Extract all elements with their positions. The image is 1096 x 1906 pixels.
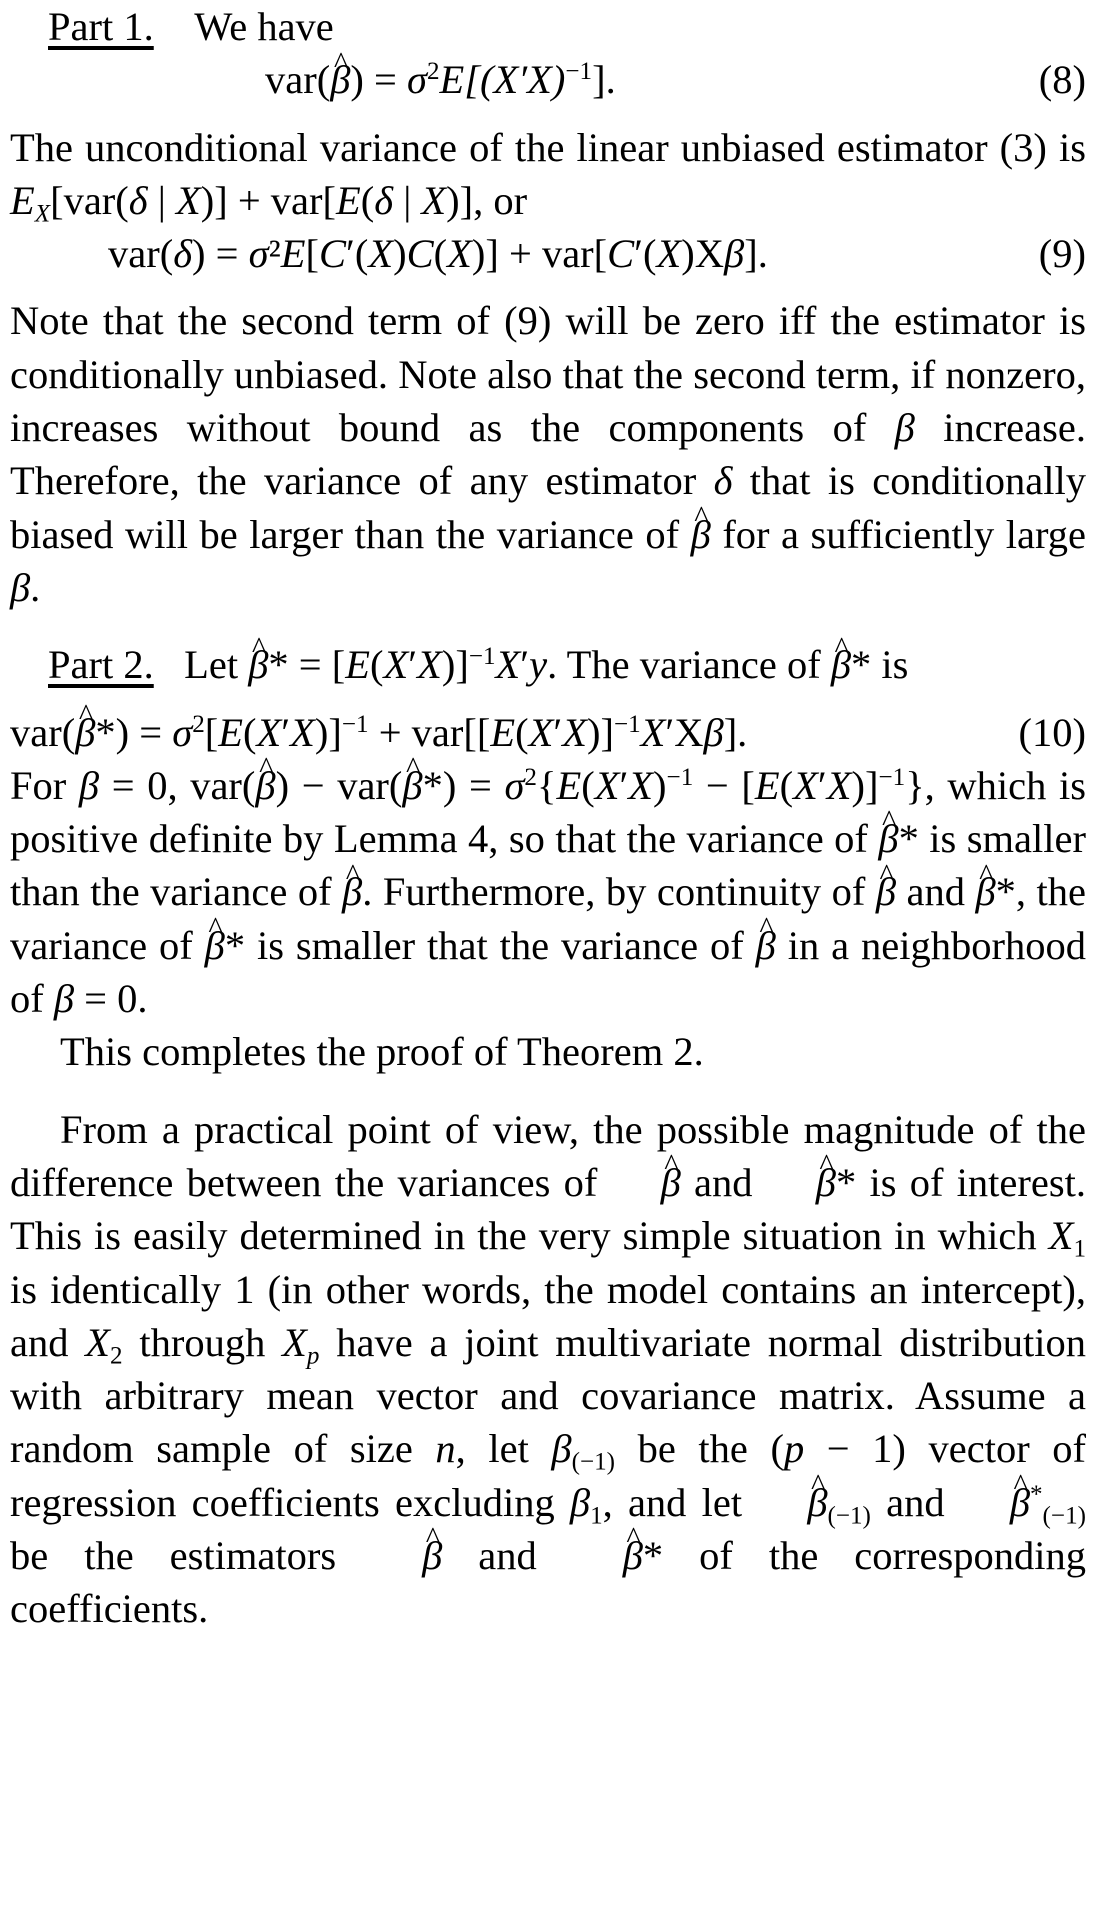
equation-9-body: var(δ) = σ²E[C′(X)C(X)] + var[C′(X)Xβ].: [108, 231, 768, 277]
paragraph-beta-zero: For β = 0, var(^ β) − var(^ $\beta*) = \sigma^2\{E(X'X)^{-1} - [E(X'X)]^{-1}\}$, which is positive definite by Lemma 4, so that the variance of ^ β* is smaller than the variance of ^ β. Furthermore, by continuity of ^ β and ^ β*, the variance of ^ β* is smaller that the variance of ^ β in a neighborhood of β = 0.: [10, 759, 1086, 1025]
part1-intro: [10, 0, 1086, 53]
equation-8-number: (8): [1038, 57, 1086, 103]
paper-page: [10, 0, 1086, 1636]
paragraph-second-term: Note that the second term of (9) will be zero iff the estimator is conditionally unbiased. Note also that the second term, if nonzero, increases without bound as the components of β increase. Therefore, the variance of any estimator δ that is conditionally biased will be larger than the variance of ^ β for a sufficiently large β.: [10, 294, 1086, 614]
equation-10-number: (10): [1018, 709, 1086, 755]
part2-heading: Part 2.: [48, 642, 154, 688]
equation-10: [10, 706, 1086, 759]
part1-intro-text: We have: [194, 4, 334, 49]
equation-8: [10, 53, 1086, 106]
part2-intro: Part 2. Let ^ $\beta* = [E(X'X)]^{-1}X'y$. The variance of ^ β* is: [10, 638, 1086, 691]
part1-heading: Part 1.: [48, 4, 154, 49]
equation-10-body: var(^ $\beta*) = \sigma^2[E(X'X)]^{-1} + var[[E(X'X)]^{-1}X'X\beta]$.: [10, 706, 747, 759]
equation-9: [10, 227, 1086, 280]
equation-8-body: var(^ $\beta) = \sigma^2E[(X'X)^{-1}]$.: [265, 53, 616, 106]
paragraph-closing: This completes the proof of Theorem 2.: [60, 1029, 704, 1075]
equation-9-number: (9): [1038, 231, 1086, 277]
paragraph-practical: From a practical point of view, the possible magnitude of the difference between the variances of ^ β and ^ β* is of interest. This is easily determined in the very simple situation in which $X_1$ is identically 1 (in other words, the model contains an intercept), and $X_2$ through $X_p$ have a joint multivariate normal distribution with arbitrary mean vector and covariance matrix. Assume a random sample of size n, let $\beta_{(-1)}$ be the (p − 1) vector of regression coefficients excluding $\beta_1$, and let ^ $\beta_{(-1)}$ and ^ $\beta^*_{(-1)}$ be the estimators ^ β and ^ β* of the corresponding coefficients.: [10, 1103, 1086, 1636]
beta-hat: ^ β: [330, 53, 350, 106]
paragraph-unconditional-variance: The unconditional variance of the linear unbiased estimator (3) is $E_X[var(\delta$ | X)] + var[E(δ | X)], or: [10, 124, 1086, 228]
